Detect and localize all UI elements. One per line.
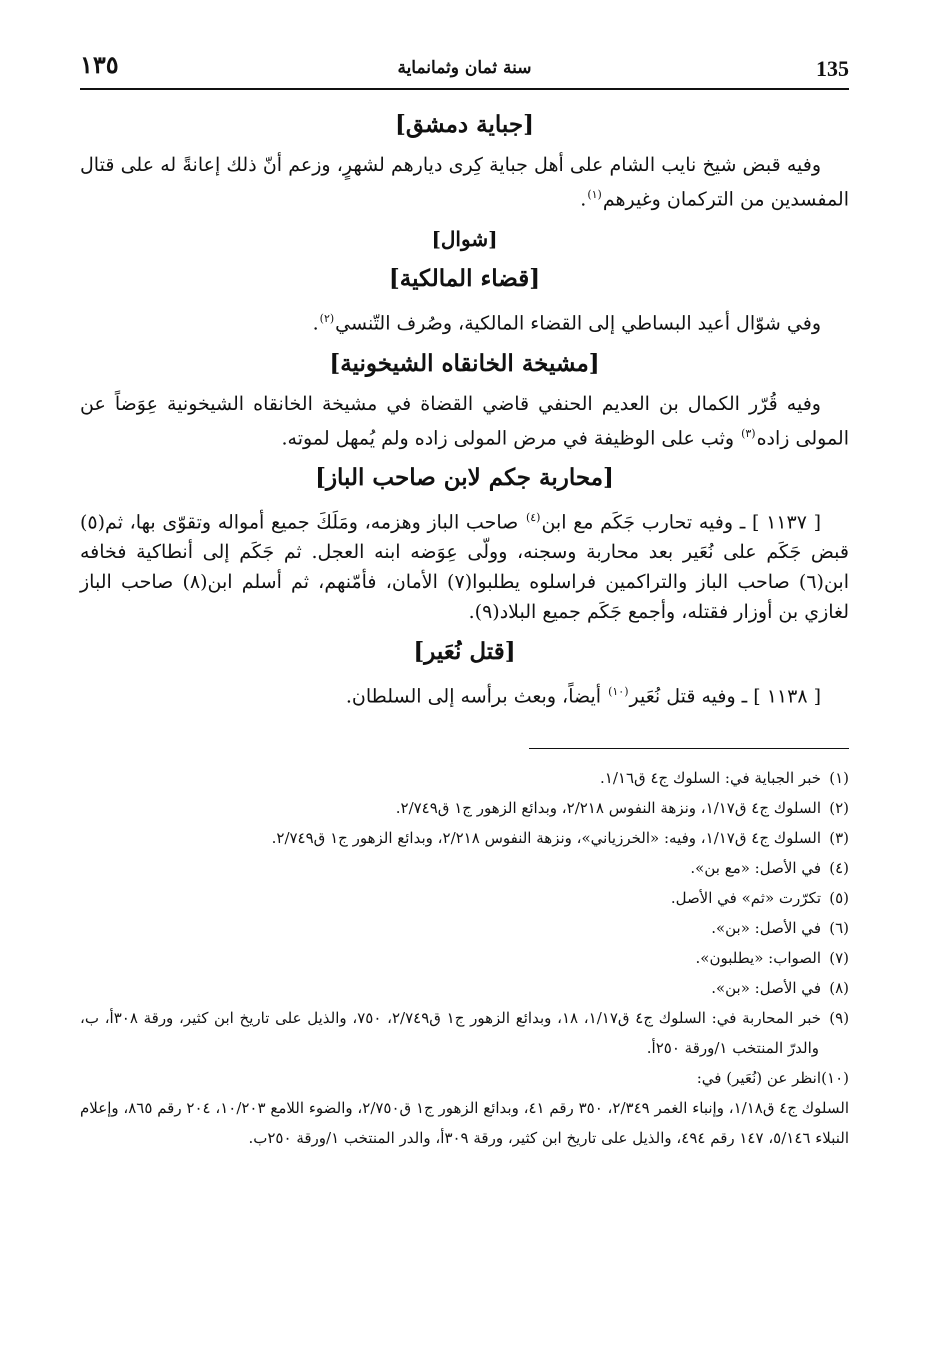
footnote-text: الصواب: «يطلبون». [695,948,821,967]
paragraph-end: . [580,188,587,211]
footnote [80,913,849,943]
footnote-number: (٤) [829,858,849,877]
paragraph-text: وفي شوّال أعيد البساطي إلى القضاء المالكية، وصُرف التّنسي [335,312,821,335]
footnote-text: السلوك ج٤ ق١/١٧، وفيه: «الخرزياني»، ونزهة النفوس ٢/٢١٨، وبدائع الزهور ج١ ق٢/٧٤٩. [271,828,821,847]
footnote [80,883,849,913]
section-heading: [جباية دمشق] [395,111,534,138]
footnote-number: (١) [829,768,849,787]
paragraph [80,389,849,453]
paragraph-end: أيضاً، وبعث برأسه إلى السلطان. [345,685,608,708]
footnote-continuation: السلوك ج٤ ق١/١٨، وإنباء الغمر ٢/٣٤٩، ٣٥٠ رقم ٤١، وبدائع الزهور ج١ ق٢/٧٥٠، والضوء اللامع ١٠/٢٠٣، ٢٠٤ رقم ٨٦٥، وإعلام النبلاء ٥/١٤٦، ١٤٧ رقم ٤٩٤، والذيل على تاريخ ابن كثير، ورقة ٣٠٩أ، والدر المنتخب ١/ورقة ٢٥٠ب. [80,1098,849,1147]
footnote-number: (٥) [829,888,849,907]
paragraph-end: . [312,312,319,335]
footnote-text: خبر المحاربة في: السلوك ج٤ ق١/١٧، ١٨، وبدائع الزهور ج١ ق٢/٧٤٩، ٧٥٠، والذيل على تاريخ ابن كثير، ورقة ٣٠٨أ، ب، والدرّ المنتخب ١/ورقة ٢٥٠أ. [80,1008,822,1057]
footnote-text: في الأصل: «بن». [711,978,821,997]
paragraph [80,150,849,214]
footnote-text: تكرّرت «ثم» في الأصل. [670,888,821,907]
paragraph-text: [ ١١٣٧ ] ـ وفيه تحارب جَكَم مع ابن [541,511,822,534]
paragraph [80,503,849,627]
footnote-number: (٦) [829,918,849,937]
section-heading: [قتل نُعَير] [413,638,516,666]
page-number-latin: 135 [816,56,849,81]
section-heading: [محاربة جكم لابن صاحب الباز] [315,463,614,491]
footnote-number: (٧) [829,948,849,967]
footnote-number: (٣) [829,828,849,847]
paragraph [80,677,849,711]
footnote-ref: (١٠) [608,685,629,699]
footnote [80,1003,849,1063]
section-heading: [مشيخة الخانقاه الشيخونية] [329,349,600,377]
running-title: سنة ثمان وثمانماية [397,58,532,78]
footnote-text: انظر عن (نُعَير) في: [696,1068,821,1087]
footnote [80,823,849,853]
page-number-arabic: ١٣٥ [80,50,119,79]
footnote [80,943,849,973]
paragraph-text: [ ١١٣٨ ] ـ وفيه قتل نُعَير [629,685,821,708]
footnote-number: (٩) [829,1008,850,1027]
paragraph [80,304,849,338]
footnote-ref: (٣) [741,426,756,440]
main-text [80,100,849,1153]
footnote-separator [529,748,849,749]
footnote-number: (١٠) [821,1068,849,1087]
footnote-ref: (٢) [319,312,335,326]
footnote-text: خبر الجباية في: السلوك ج٤ ق١/١٦. [600,768,821,787]
footnote [80,1063,849,1093]
page-header [80,44,849,90]
paragraph-end: وثب على الوظيفة في مرض المولى زاده ولم يُمهل لموته. [281,426,741,449]
paragraph-end: صاحب الباز وهزمه، ومَلَكَ جميع أمواله وتقوّى بها، ثم(٥) قبض جَكَم على نُعَير بعد محاربة وسجنه، وولّى عِوَضه ابنه العجل. ثم جَكَم إلى أنطاكية فخافه ابن(٦) صاحب الباز والتراكمين فراسلوه يطلبوا(٧) الأمان، فأمّنهم، ثم أسلم ابن(٨) صاحب الباز لغازي بن أوزار فقتله، وأجمع جَكَم جميع البلاد(٩). [80,511,849,624]
section-heading: [قضاء المالكية] [388,265,541,293]
paragraph-text: وفيه قبض شيخ نايب الشام على أهل جباية كِرى ديارهم لشهرٍ، وزعم أنّ ذلك إعانةً له على قتال المفسدين من التركمان وغيرهم [80,154,849,211]
section-heading: [شوال] [431,227,498,252]
paragraph-text: وفيه قُرّر الكمال بن العديم الحنفي قاضي القضاة في مشيخة الخانقاه الشيخونية عِوَضاً عن المولى زاده [80,392,849,449]
footnote [80,973,849,1003]
footnote-text: في الأصل: «بن». [711,918,821,937]
footnote [80,793,849,823]
footnote [80,763,849,793]
footnote [80,853,849,883]
footnote-text: السلوك ج٤ ق١/١٧، ونزهة النفوس ٢/٢١٨، وبدائع الزهور ج١ ق٢/٧٤٩. [395,798,821,817]
footnote-number: (٢) [829,798,849,817]
footnote-number: (٨) [829,978,849,997]
footnote-text: في الأصل: «مع بن». [690,858,821,877]
footnote-ref: (١) [587,188,602,201]
footnote-ref: (٤) [525,510,541,524]
